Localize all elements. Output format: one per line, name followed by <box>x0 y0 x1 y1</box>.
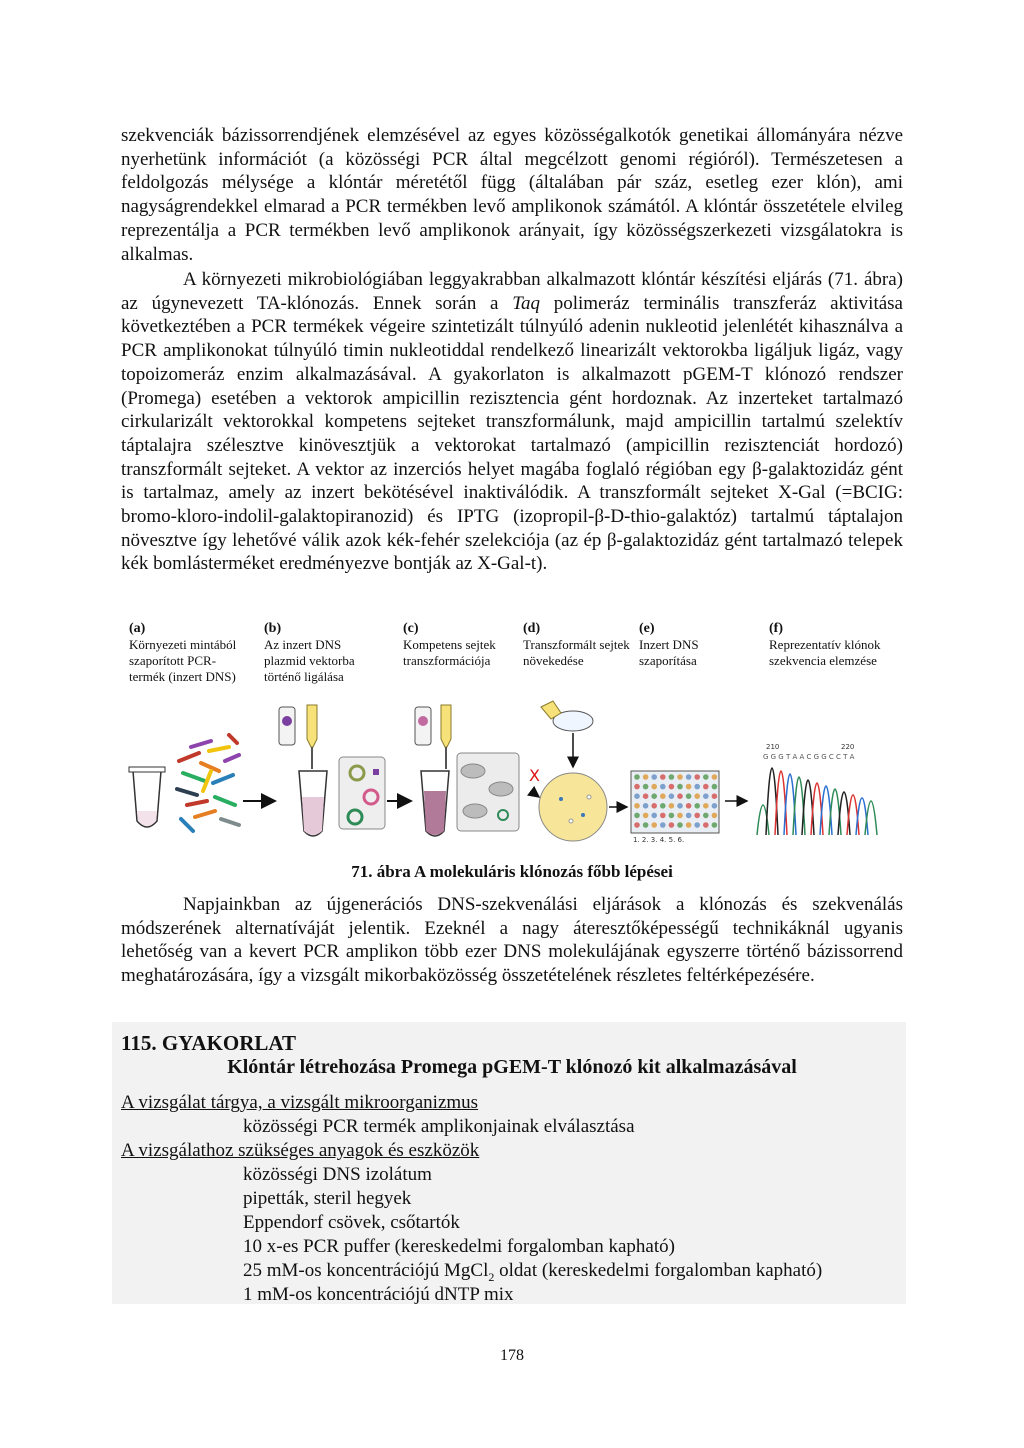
chromatogram-peak <box>865 801 877 835</box>
well <box>686 784 692 790</box>
well <box>677 784 683 790</box>
section-materials-heading: A vizsgálathoz szükséges anyagok és eszközök <box>121 1140 480 1161</box>
well <box>686 774 692 780</box>
well <box>660 822 666 828</box>
well <box>651 793 657 799</box>
well <box>712 774 718 780</box>
well <box>651 813 657 819</box>
well <box>643 822 649 828</box>
well <box>694 803 700 809</box>
well <box>634 803 640 809</box>
svg-text:X: X <box>529 766 540 785</box>
well <box>651 784 657 790</box>
well <box>703 803 709 809</box>
seq-pos-210: 210 <box>766 743 780 751</box>
well <box>677 793 683 799</box>
well <box>694 822 700 828</box>
material-item-mgcl2: 25 mM-os koncentrációjú MgCl$_2$ oldat (kereskedelmi forgalomban kapható) <box>243 1260 823 1284</box>
pcr-tube-icon <box>129 767 165 827</box>
well <box>686 803 692 809</box>
well <box>703 822 709 828</box>
well <box>712 803 718 809</box>
well <box>686 793 692 799</box>
well <box>634 822 640 828</box>
exercise-title: Klóntár létrehozása Promega pGEM-T klónozó kit alkalmazásával <box>227 1056 797 1078</box>
material-item: pipetták, steril hegyek <box>243 1188 412 1209</box>
well <box>703 774 709 780</box>
well <box>694 813 700 819</box>
well <box>686 822 692 828</box>
pipette-icon <box>307 705 317 747</box>
paragraph-intro: szekvenciák bázissorrendjének elemzésével az egyes közösségalkotók genetikai állományára nézve nyerhetünk információt (a közösségi PCR által megcélzott genomi régióról). Természetesen a feldolgozás mélysége a klóntár méretétől függ (általában pár száz, esetleg ezer klón), ami nagyságrendekkel elmarad a PCR termékben levő amplikonok számától. A klóntár összetétele elvileg reprezentálja a PCR termékben levő amplikonok arányait, így közösségszerkezeti vizsgálatokra is alkalmas. <box>121 125 903 265</box>
page-number: 178 <box>500 1347 524 1364</box>
step-f-label: (f) Reprezentatív klónok szekvencia elemzése <box>769 621 881 668</box>
well <box>712 793 718 799</box>
section-subject-heading: A vizsgálat tárgya, a vizsgált mikroorganizmus <box>121 1092 479 1113</box>
well <box>677 774 683 780</box>
step-b-label: (b) Az inzert DNS plazmid vektorba történő ligálása <box>264 621 355 684</box>
petri-dish-icon <box>539 773 607 841</box>
well <box>651 803 657 809</box>
well <box>660 784 666 790</box>
well <box>669 803 675 809</box>
taq-italic: Taq <box>512 292 541 314</box>
well <box>712 813 718 819</box>
dna-fragments-icon <box>177 735 239 831</box>
exercise-number: 115. GYAKORLAT <box>121 1031 297 1055</box>
well <box>669 784 675 790</box>
well <box>643 803 649 809</box>
figure-caption: 71. ábra A molekuláris klónozás főbb lépései <box>351 862 673 881</box>
well <box>694 774 700 780</box>
paragraph-ta-cloning <box>121 268 903 576</box>
well <box>677 803 683 809</box>
well <box>677 822 683 828</box>
well <box>660 793 666 799</box>
subject-item: közösségi PCR termék amplikonjainak elválasztása <box>243 1116 635 1137</box>
well <box>643 774 649 780</box>
well <box>686 813 692 819</box>
well <box>660 803 666 809</box>
well <box>694 793 700 799</box>
well <box>660 813 666 819</box>
well <box>669 822 675 828</box>
material-item: 10 x-es PCR puffer (kereskedelmi forgalomban kapható) <box>243 1236 675 1257</box>
paragraph-ngs: Napjainkban az újgenerációs DNS-szekvenálási eljárások a klónozás és szekvenálás módszerének alternatíváját jelentik. Ezeknél a nagy áteresztőképességű technikáknál ugyanis lehetőség van a kevert PCR amplikon több ezer DNS molekulájának egyszerre történő bázissorrend meghatározására, így a vizsgált mikorbaközösség összetételének részletes feltérképezésére. <box>121 894 903 987</box>
well <box>634 793 640 799</box>
well <box>643 784 649 790</box>
well <box>634 813 640 819</box>
well <box>660 774 666 780</box>
cloning-figure <box>121 621 903 857</box>
well <box>703 793 709 799</box>
well <box>669 774 675 780</box>
well <box>694 784 700 790</box>
well <box>651 774 657 780</box>
well <box>634 774 640 780</box>
well <box>669 813 675 819</box>
p2-text-b: polimeráz terminális transzferáz aktivitása következtében a PCR termékek végeire szintetizált túlnyúló adenin nukleotid jelenlétét kihasználva a PCR amplikonokat túlnyúló timin nukleotiddal rendelkező linearizált vektorokba ligáljuk ligáz, vagy topoizomeráz enzim alkalmazásával. A gyakorlaton is alkalmazott pGEM-T klónozó rendszer (Promega) esetében a vektorok ampicillin rezisztencia gént hordoznak. Az inzerteket tartalmazó cirkularizált vektorokkal kompetens sejteket transzformálunk, majd ampicillin tartalmú szelektív táptalajra szélesztve kinövesztjük a vektorokat tartalmazó (ampicillin rezisztenciát hordozó) transzformált sejteket. A vektor az inzerciós helyet magába foglaló régióban egy β-galaktozidáz gént is tartalmaz, amely az inzert bekötésével inaktiválódik. A transzformált sejteket X-Gal (=BCIG: bromo-kloro-indolil-galaktopiranozid) és IPTG (izopropil-β-D-thio-galaktóz) tartalmú táptalajon növesztve így lehetővé válik azok kék-fehér szelekciója (az ép β-galaktozidáz gént tartalmazó telepek kék bomlásterméket eredményezve bontják az X-Gal-t). <box>121 292 903 575</box>
well <box>643 813 649 819</box>
well <box>703 784 709 790</box>
seq-pos-220: 220 <box>841 743 855 751</box>
well <box>712 822 718 828</box>
well <box>677 813 683 819</box>
cloning-diagram <box>121 621 903 857</box>
material-item: 1 mM-os koncentrációjú dNTP mix <box>243 1284 514 1305</box>
well <box>643 793 649 799</box>
well <box>651 822 657 828</box>
step-a-label: (a) Környezeti mintából szaporított PCR-termék (inzert DNS) <box>129 621 237 684</box>
well <box>634 784 640 790</box>
step-c-label: (c) Kompetens sejtek transzformációja <box>403 621 496 668</box>
seq-letters: G G G T A A C G G C C T A <box>763 753 855 761</box>
plate-index-text: 1. 2. 3. 4. 5. 6. <box>633 836 685 844</box>
well <box>712 784 718 790</box>
well <box>703 813 709 819</box>
step-d-label: (d) Transzformált sejtek növekedése <box>523 621 630 668</box>
material-item: Eppendorf csövek, csőtartók <box>243 1212 460 1233</box>
p2-text-a: A környezeti mikrobiológiában leggyakrabban alkalmazott klóntár készítési eljárás (71. ábra) az úgynevezett TA-klónozás. Ennek során a <box>121 269 903 314</box>
step-e-label: (e) Inzert DNS szaporítása <box>639 621 699 668</box>
chromatogram-traces <box>757 768 877 835</box>
material-item: közösségi DNS izolátum <box>243 1164 432 1185</box>
well <box>669 793 675 799</box>
